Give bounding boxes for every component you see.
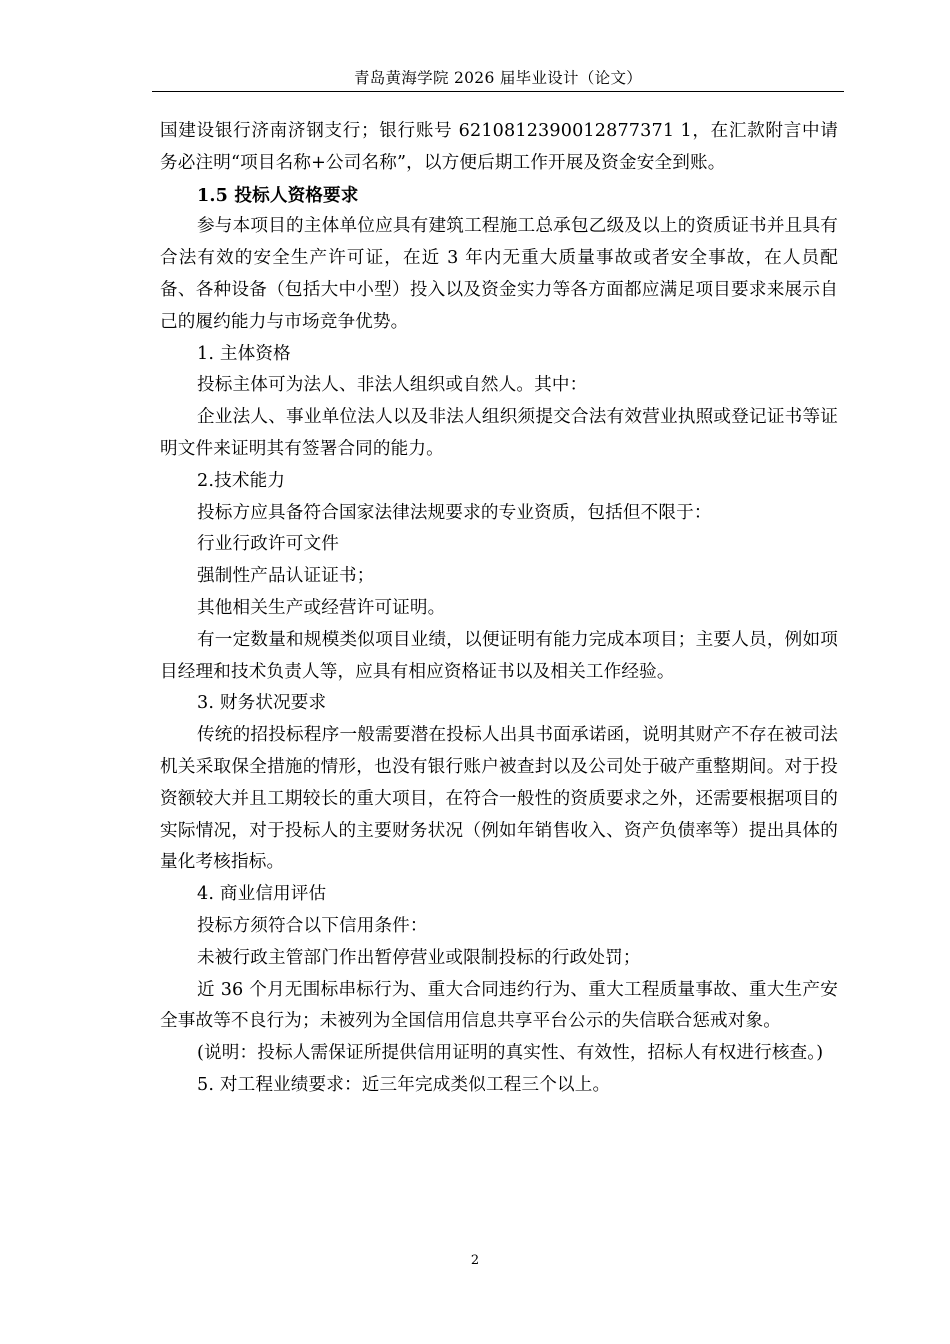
subheading: 4. 商业信用评估: [197, 884, 327, 905]
subheading: 5. 对工程业绩要求：近三年完成类似工程三个以上。: [197, 1074, 611, 1095]
paragraph: 传统的招投标程序一般需要潜在投标人出具书面承诺函，说明其财产不存在被司法机关采取保全措施的情形，也没有银行账户被查封以及公司处于破产重整期间。对于投资额较大并且工期较长的重大项目，在符合一般性的资质要求之外，还需要根据项目的实际情况，对于投标人的主要财务状况（例如年销售收入、资产负债率等）提出具体的量化考核指标。: [160, 725, 838, 873]
page-header: 青岛黄海学院 2026 届毕业设计（论文）: [353, 69, 643, 87]
list-item: 未被行政主管部门作出暂停营业或限制投标的行政处罚；: [197, 947, 641, 968]
section-heading: 1.5 投标人资格要求: [197, 184, 359, 206]
list-item: 行业行政许可文件: [197, 534, 339, 555]
paragraph: 国建设银行济南济钢支行；银行账号 6210812390012877371 1，在汇款附言中请务必注明“项目名称+公司名称”，以方便后期工作开展及资金安全到账。: [160, 121, 838, 173]
page-number: 2: [470, 1253, 480, 1268]
list-item: 其他相关生产或经营许可证明。: [197, 597, 446, 618]
paragraph: 投标主体可为法人、非法人组织或自然人。其中：: [197, 375, 588, 396]
header-rule: [152, 91, 844, 92]
list-item: 近 36 个月无围标串标行为、重大合同违约行为、重大工程质量事故、重大生产安全事故等不良行为；未被列为全国信用信息共享平台公示的失信联合惩戒对象。: [160, 979, 838, 1032]
paragraph: 投标方应具备符合国家法律法规要求的专业资质，包括但不限于：: [197, 502, 712, 523]
subheading: 1. 主体资格: [197, 343, 291, 364]
paragraph: 企业法人、事业单位法人以及非法人组织须提交合法有效营业执照或登记证书等证明文件来证明其有签署合同的能力。: [160, 407, 838, 459]
note-paragraph: (说明：投标人需保证所提供信用证明的真实性、有效性，招标人有权进行核查。): [197, 1043, 824, 1064]
paragraph: 投标方须符合以下信用条件：: [197, 915, 428, 936]
subheading: 2.技术能力: [197, 470, 286, 491]
subheading: 3. 财务状况要求: [197, 693, 327, 714]
paragraph: 有一定数量和规模类似项目业绩，以便证明有能力完成本项目；主要人员，例如项目经理和技术负责人等，应具有相应资格证书以及相关工作经验。: [160, 629, 838, 682]
list-item: 强制性产品认证证书；: [197, 566, 375, 587]
paragraph: 参与本项目的主体单位应具有建筑工程施工总承包乙级及以上的资质证书并且具有合法有效的安全生产许可证，在近 3 年内无重大质量事故或者安全事故，在人员配备、各种设备（包括大中小型）投入以及资金实力等各方面都应满足项目要求来展示自己的履约能力与市场竞争优势。: [160, 216, 838, 332]
document-body: [160, 116, 838, 1102]
